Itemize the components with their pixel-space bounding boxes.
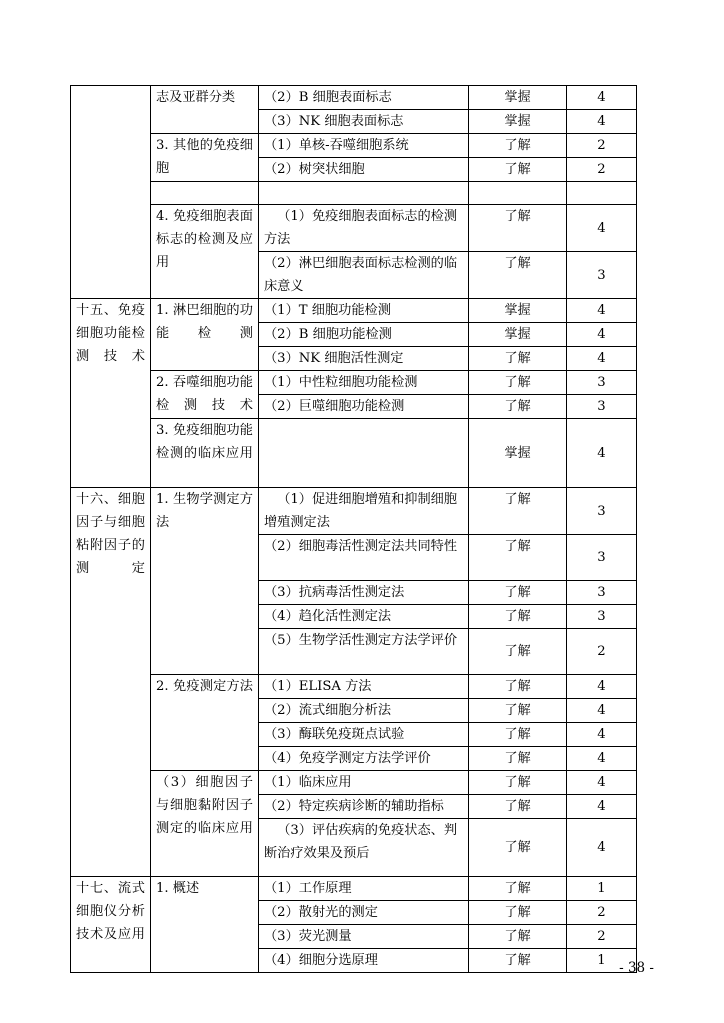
topic-cell <box>259 419 469 488</box>
section-cell: 志及亚群分类 <box>151 86 259 134</box>
section-cell: 1. 生物学测定方法 <box>151 488 259 675</box>
section-cell: （3）细胞因子与细胞黏附因子测定的临床应用 <box>151 771 259 877</box>
count-cell: 3 <box>567 395 637 419</box>
count-cell: 4 <box>567 323 637 347</box>
topic-cell: （3）抗病毒活性测定法 <box>259 581 469 605</box>
level-cell: 掌握 <box>469 299 567 323</box>
count-cell: 3 <box>567 488 637 535</box>
topic-cell: （1）ELISA 方法 <box>259 675 469 699</box>
section-cell: 3. 其他的免疫细胞 <box>151 134 259 182</box>
topic-cell: （2）树突状细胞 <box>259 158 469 182</box>
count-cell: 3 <box>567 535 637 581</box>
level-cell: 了解 <box>469 699 567 723</box>
section-cell: 1. 概述 <box>151 877 259 973</box>
level-cell: 掌握 <box>469 110 567 134</box>
count-cell: 4 <box>567 675 637 699</box>
topic-cell: （3）NK 细胞表面标志 <box>259 110 469 134</box>
level-cell: 了解 <box>469 901 567 925</box>
topic-cell: （2）B 细胞功能检测 <box>259 323 469 347</box>
level-cell: 了解 <box>469 819 567 877</box>
count-cell: 4 <box>567 795 637 819</box>
level-cell: 了解 <box>469 205 567 252</box>
level-cell: 了解 <box>469 371 567 395</box>
topic-cell: （1）临床应用 <box>259 771 469 795</box>
count-cell: 4 <box>567 723 637 747</box>
count-cell: 3 <box>567 581 637 605</box>
topic-cell: （2）细胞毒活性测定法共同特性 <box>259 535 469 581</box>
table-row <box>71 419 637 488</box>
level-cell: 掌握 <box>469 323 567 347</box>
count-cell: 4 <box>567 299 637 323</box>
topic-cell: （3）NK 细胞活性测定 <box>259 347 469 371</box>
topic-cell: （1）免疫细胞表面标志的检测方法 <box>259 205 469 252</box>
level-cell: 了解 <box>469 629 567 675</box>
topic-cell: （4）免疫学测定方法学评价 <box>259 747 469 771</box>
count-cell <box>567 182 637 205</box>
level-cell: 了解 <box>469 535 567 581</box>
count-cell: 3 <box>567 252 637 299</box>
count-cell: 1 <box>567 949 637 973</box>
count-cell: 2 <box>567 134 637 158</box>
section-cell <box>151 182 259 205</box>
section-cell: 1. 淋巴细胞的功能检测 <box>151 299 259 371</box>
level-cell: 了解 <box>469 395 567 419</box>
unit-cell: 十五、免疫细胞功能检测技术 <box>71 299 151 488</box>
level-cell: 掌握 <box>469 86 567 110</box>
level-cell: 了解 <box>469 795 567 819</box>
topic-cell: （3）荧光测量 <box>259 925 469 949</box>
table-row <box>71 488 637 535</box>
count-cell: 4 <box>567 419 637 488</box>
topic-cell: （1）中性粒细胞功能检测 <box>259 371 469 395</box>
section-cell: 3. 免疫细胞功能检测的临床应用 <box>151 419 259 488</box>
count-cell: 4 <box>567 205 637 252</box>
count-cell: 4 <box>567 110 637 134</box>
page-number: - 38 - <box>619 960 654 976</box>
topic-cell: （2）B 细胞表面标志 <box>259 86 469 110</box>
topic-cell: （2）散射光的测定 <box>259 901 469 925</box>
table-row <box>71 771 637 795</box>
count-cell: 2 <box>567 925 637 949</box>
unit-cell: 十七、流式细胞仪分析技术及应用 <box>71 877 151 973</box>
table-row <box>71 371 637 395</box>
count-cell: 2 <box>567 158 637 182</box>
unit-cell <box>71 86 151 299</box>
topic-cell: （1）工作原理 <box>259 877 469 901</box>
unit-cell: 十六、细胞因子与细胞粘附因子的测定 <box>71 488 151 877</box>
count-cell: 4 <box>567 347 637 371</box>
level-cell: 了解 <box>469 158 567 182</box>
table-row <box>71 877 637 901</box>
topic-cell: （5）生物学活性测定方法学评价 <box>259 629 469 675</box>
topic-cell: （2）特定疾病诊断的辅助指标 <box>259 795 469 819</box>
topic-cell: （3）酶联免疫斑点试验 <box>259 723 469 747</box>
section-cell: 2. 免疫测定方法 <box>151 675 259 771</box>
level-cell <box>469 182 567 205</box>
level-cell: 掌握 <box>469 419 567 488</box>
count-cell: 4 <box>567 747 637 771</box>
level-cell: 了解 <box>469 723 567 747</box>
count-cell: 1 <box>567 877 637 901</box>
section-cell: 4. 免疫细胞表面标志的检测及应用 <box>151 205 259 299</box>
level-cell: 了解 <box>469 675 567 699</box>
level-cell: 了解 <box>469 771 567 795</box>
count-cell: 2 <box>567 901 637 925</box>
level-cell: 了解 <box>469 252 567 299</box>
level-cell: 了解 <box>469 488 567 535</box>
section-cell: 2. 吞噬细胞功能检测技术 <box>151 371 259 419</box>
count-cell: 4 <box>567 699 637 723</box>
topic-cell: （4）细胞分选原理 <box>259 949 469 973</box>
topic-cell <box>259 182 469 205</box>
topic-cell: （3）评估疾病的免疫状态、判断治疗效果及预后 <box>259 819 469 877</box>
table-row <box>71 182 637 205</box>
table-row <box>71 299 637 323</box>
level-cell: 了解 <box>469 925 567 949</box>
count-cell: 4 <box>567 819 637 877</box>
level-cell: 了解 <box>469 347 567 371</box>
level-cell: 了解 <box>469 605 567 629</box>
count-cell: 3 <box>567 371 637 395</box>
syllabus-table <box>70 85 637 973</box>
level-cell: 了解 <box>469 949 567 973</box>
topic-cell: （4）趋化活性测定法 <box>259 605 469 629</box>
topic-cell: （1）T 细胞功能检测 <box>259 299 469 323</box>
count-cell: 3 <box>567 605 637 629</box>
level-cell: 了解 <box>469 747 567 771</box>
topic-cell: （2）巨噬细胞功能检测 <box>259 395 469 419</box>
topic-cell: （2）淋巴细胞表面标志检测的临床意义 <box>259 252 469 299</box>
count-cell: 2 <box>567 629 637 675</box>
level-cell: 了解 <box>469 877 567 901</box>
table-row <box>71 86 637 110</box>
table-row <box>71 134 637 158</box>
topic-cell: （2）流式细胞分析法 <box>259 699 469 723</box>
level-cell: 了解 <box>469 134 567 158</box>
table-row <box>71 675 637 699</box>
topic-cell: （1）单核-吞噬细胞系统 <box>259 134 469 158</box>
table-row <box>71 205 637 252</box>
count-cell: 4 <box>567 86 637 110</box>
count-cell: 4 <box>567 771 637 795</box>
level-cell: 了解 <box>469 581 567 605</box>
topic-cell: （1）促进细胞增殖和抑制细胞增殖测定法 <box>259 488 469 535</box>
